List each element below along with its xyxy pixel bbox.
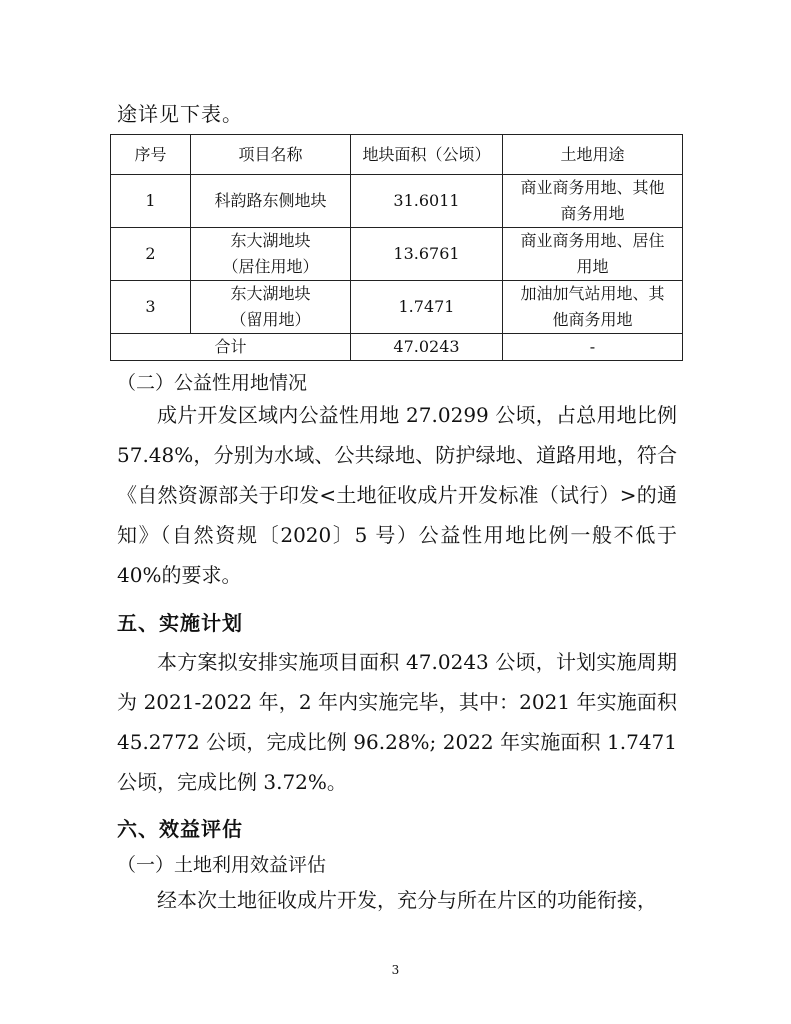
benefit-paragraph (117, 880, 677, 920)
table-row (111, 175, 683, 228)
total-area: 47.0243 (351, 334, 503, 361)
cell-no: 3 (111, 281, 191, 334)
cell-name-line2: （居住用地） (222, 257, 319, 276)
cell-use (503, 175, 683, 228)
cell-area: 13.6761 (351, 228, 503, 281)
cell-use-line2: 用地 (576, 257, 609, 276)
table-row (111, 281, 683, 334)
public-land-title: （二）公益性用地情况 (117, 372, 308, 394)
page-number: 3 (391, 963, 400, 977)
table-header-row (111, 135, 683, 175)
header-cell-area: 地块面积（公顷） (351, 135, 503, 175)
benefit-sub-title: （一）土地利用效益评估 (117, 854, 327, 876)
table-row (111, 228, 683, 281)
cell-use (503, 228, 683, 281)
plan-text: 本方案拟安排实施项目面积 47.0243 公顷，计划实施周期为 2021-2022 年，2 年内实施完毕，其中：2021 年实施面积 45.2772 公顷，完成比例 96.28%; 2022 年实施面积 1.7471 公顷，完成比例 3.72%。 (117, 650, 677, 794)
cell-name-line1: 东大湖地块 (230, 284, 311, 303)
cell-area: 31.6011 (351, 175, 503, 228)
header-cell-no: 序号 (111, 135, 191, 175)
lead-text: 途详见下表。 (117, 102, 243, 126)
plan-heading: 五、实施计划 (117, 611, 243, 635)
cell-name-line2: （留用地） (230, 310, 311, 329)
cell-use-line1: 商业商务用地、其他 (520, 178, 665, 197)
total-use: - (503, 334, 683, 361)
cell-use (503, 281, 683, 334)
cell-name (191, 281, 351, 334)
cell-use-line2: 商务用地 (560, 204, 625, 223)
public-land-text: 成片开发区域内公益性用地 27.0299 公顷，占总用地比例 57.48%，分别为水域、公共绿地、防护绿地、道路用地，符合《自然资源部关于印发<土地征收成片开发标准（试行）>的通知》（自然资规〔2020〕5 号）公益性用地比例一般不低于 40%的要求。 (117, 403, 677, 587)
total-label: 合计 (111, 334, 351, 361)
cell-name-line1: 科韵路东侧地块 (214, 191, 327, 210)
cell-no: 2 (111, 228, 191, 281)
cell-name-line1: 东大湖地块 (230, 231, 311, 250)
benefit-text: 经本次土地征收成片开发，充分与所在片区的功能衔接， (157, 888, 657, 912)
benefit-heading: 六、效益评估 (117, 817, 243, 841)
public-land-paragraph (117, 395, 677, 595)
header-cell-use: 土地用途 (503, 135, 683, 175)
cell-use-line1: 加油加气站用地、其 (520, 284, 665, 303)
header-cell-name: 项目名称 (191, 135, 351, 175)
cell-name (191, 175, 351, 228)
cell-no: 1 (111, 175, 191, 228)
cell-use-line1: 商业商务用地、居住 (520, 231, 665, 250)
table-total-row (111, 334, 683, 361)
cell-area: 1.7471 (351, 281, 503, 334)
cell-use-line2: 他商务用地 (552, 310, 633, 329)
land-use-table (110, 134, 683, 361)
cell-name (191, 228, 351, 281)
plan-paragraph (117, 642, 677, 802)
